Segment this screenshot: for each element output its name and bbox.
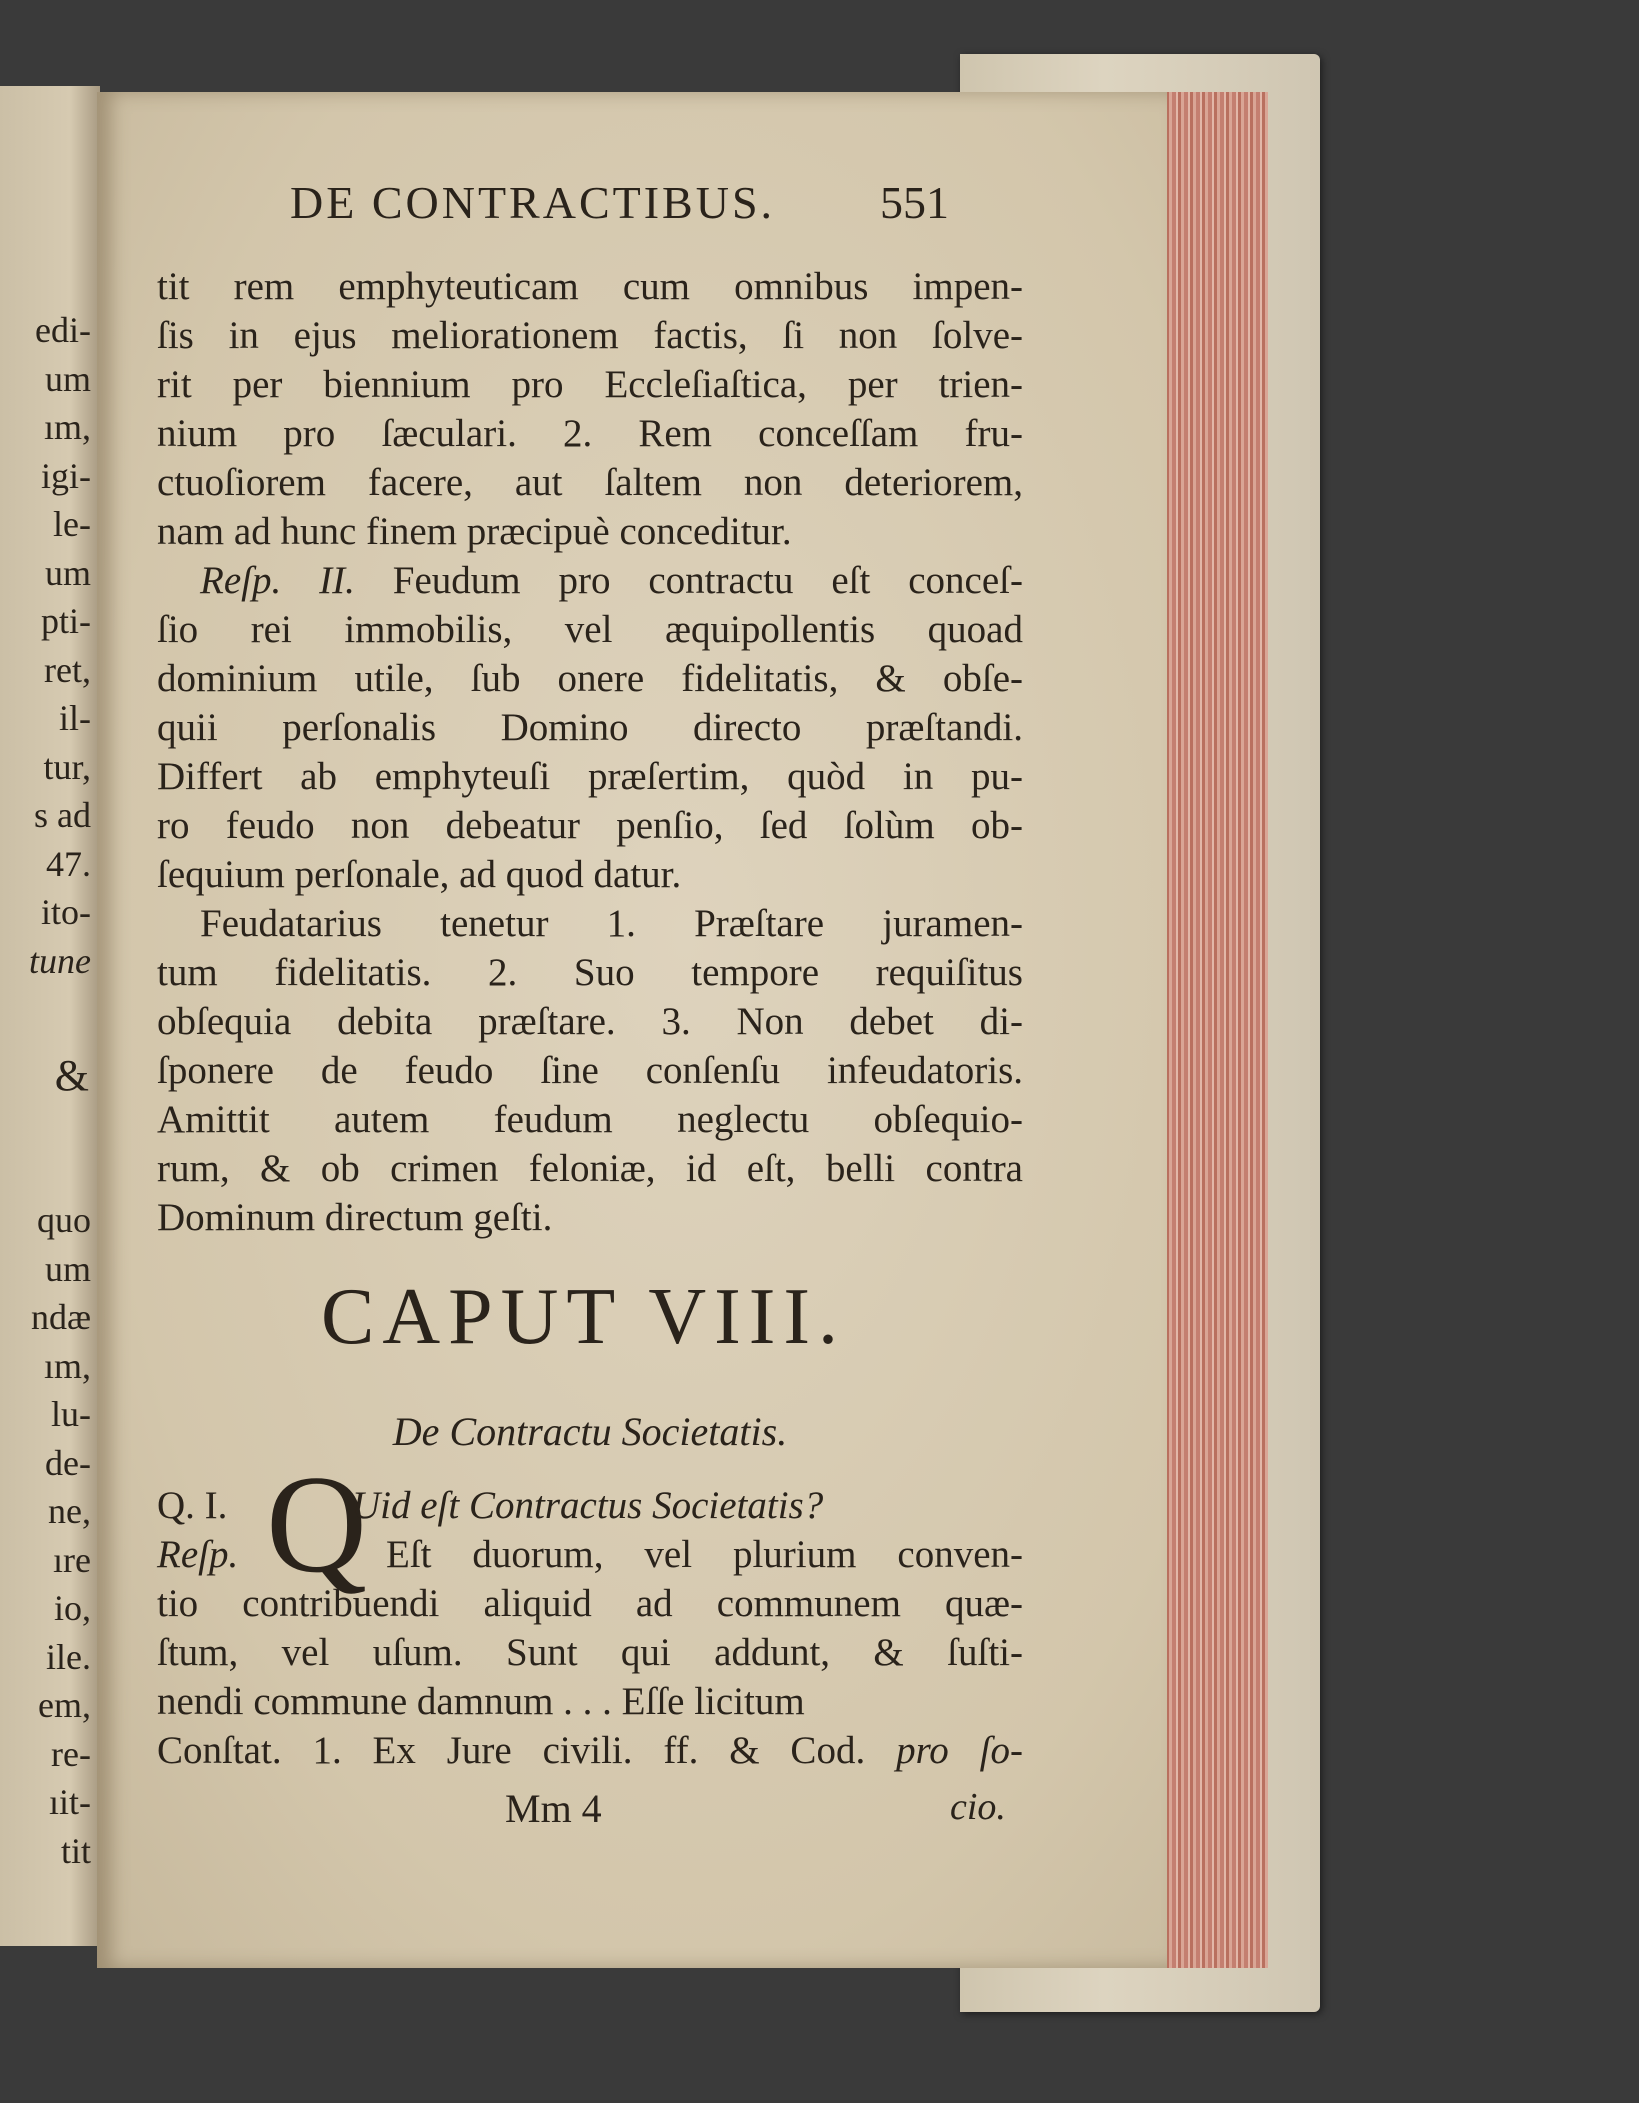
chapter-text-line [157,1677,1023,1726]
question-text: Uid eſt Contractus Societatis? [352,1484,824,1527]
text-line: ſio rei immobilis, vel æquipollentis quoad [157,608,1023,651]
text-line-content: tio contribuendi aliquid ad communem quæ- [157,1582,1023,1625]
question-label: Q. I. [157,1484,228,1527]
left-page-fragment: de- [45,1442,91,1483]
left-page-fragment: em, [38,1685,91,1725]
text-line-content: Conſtat. 1. Ex Jure civili. ff. & Cod. [157,1729,866,1772]
left-page-fragment: tune [29,940,91,981]
text-line-content: ſtum, vel uſum. Sunt qui addunt, & ſuſti- [157,1631,1023,1674]
text-line: ſponere de feudo ſine conſenſu infeudatoris. [157,1049,1023,1092]
left-page-fragment: tur, [43,746,91,787]
left-page-fragment: um [44,1248,91,1289]
text-line: nium pro ſæculari. 2. Rem conceſſam fru- [157,412,1023,455]
text-line: tum fidelitatis. 2. Suo tempore requiſitus [157,951,1023,994]
left-page-fragment: il- [59,698,91,738]
left-page-fragment: ile. [46,1636,91,1677]
text-line: ro feudo non debeatur penſio, ſed ſolùm ob- [157,804,1023,847]
text-line: Feudatarius tenetur 1. Præſtare juramen- [200,902,1023,945]
left-page-fragment: um [44,552,91,593]
left-page-fragment: ıit- [49,1782,91,1822]
left-page-fragment: quo [37,1200,91,1240]
text-line-content: Feudum pro contractu eſt conceſ- [392,559,1023,602]
resp-label: Reſp. [157,1533,239,1576]
left-page-fragment: ne, [48,1491,91,1531]
signature-mark: Mm 4 [505,1786,602,1831]
left-page-fragment: re- [51,1733,91,1774]
chapter-text-line [386,1530,1023,1579]
text-line: Differt ab emphyteuſi præſertim, quòd in pu- [157,755,1023,798]
left-page-fragment: igi- [41,455,91,496]
text-line: nam ad hunc finem præcipuè conceditur. [157,510,792,553]
page-edges [1160,92,1268,1968]
chapter-heading: CAPUT VIII. [320,1273,847,1361]
catchword: cio. [950,1786,1006,1828]
text-line: quii perſonalis Domino directo præſtandi. [157,706,1023,749]
text-line-content: nendi commune damnum . . . Eſſe licitum [157,1680,805,1723]
left-page-fragment: le- [53,504,91,544]
left-page-fragment: ndæ [30,1297,91,1337]
chapter-text-line [157,1579,1023,1628]
text-line: tit rem emphyteuticam cum omnibus impen- [157,265,1023,308]
left-page-fragment: ım, [43,407,91,447]
left-page-fragment: s ad [34,795,91,835]
left-page-fragment: ito- [41,892,91,932]
text-line: Amittit autem feudum neglectu obſequio- [157,1098,1023,1141]
left-page-fragment: io, [53,1588,91,1628]
resp-label: Reſp. II. [200,559,355,602]
text-line: ſis in ejus meliorationem factis, ſi non ſolve- [157,314,1023,357]
text-line-content: Eſt duorum, vel plurium conven- [386,1533,1023,1576]
left-page-ornament: & [54,1051,89,1100]
text-line [200,556,1023,605]
left-page-fragment: ıre [53,1539,91,1580]
text-line: dominium utile, ſub onere fidelitatis, & obſe- [157,657,1023,700]
page-number: 551 [880,177,949,228]
text-line: ctuoſiorem facere, aut ſaltem non deteriorem, [157,461,1023,504]
chapter-text-line [157,1726,1023,1775]
chapter-subtitle: De Contractu Societatis. [392,1409,788,1454]
left-page-fragment: um [44,358,91,399]
left-page-fragment: tit [60,1830,91,1871]
left-page-fragment: 47. [46,843,91,884]
left-page-fragment: pti- [41,601,91,641]
left-page-fragment: ret, [44,649,91,690]
text-line: rit per biennium pro Eccleſiaſtica, per trien- [157,363,1023,406]
text-line: Dominum directum geſti. [157,1196,553,1239]
running-head: DE CONTRACTIBUS. [290,177,776,228]
drop-cap: Q [266,1447,368,1602]
chapter-text-line [157,1628,1023,1677]
text-line: rum, & ob crimen feloniæ, id eſt, belli contra [157,1147,1023,1190]
text-line: obſequia debita præſtare. 3. Non debet di- [157,1000,1023,1043]
left-page-fragment: lu- [51,1394,91,1434]
italic-tail: pro ſo- [896,1729,1023,1772]
left-page-fragment: edi- [35,310,91,350]
left-page-fragment: ım, [43,1345,91,1386]
text-line: ſequium perſonale, ad quod datur. [157,853,682,896]
